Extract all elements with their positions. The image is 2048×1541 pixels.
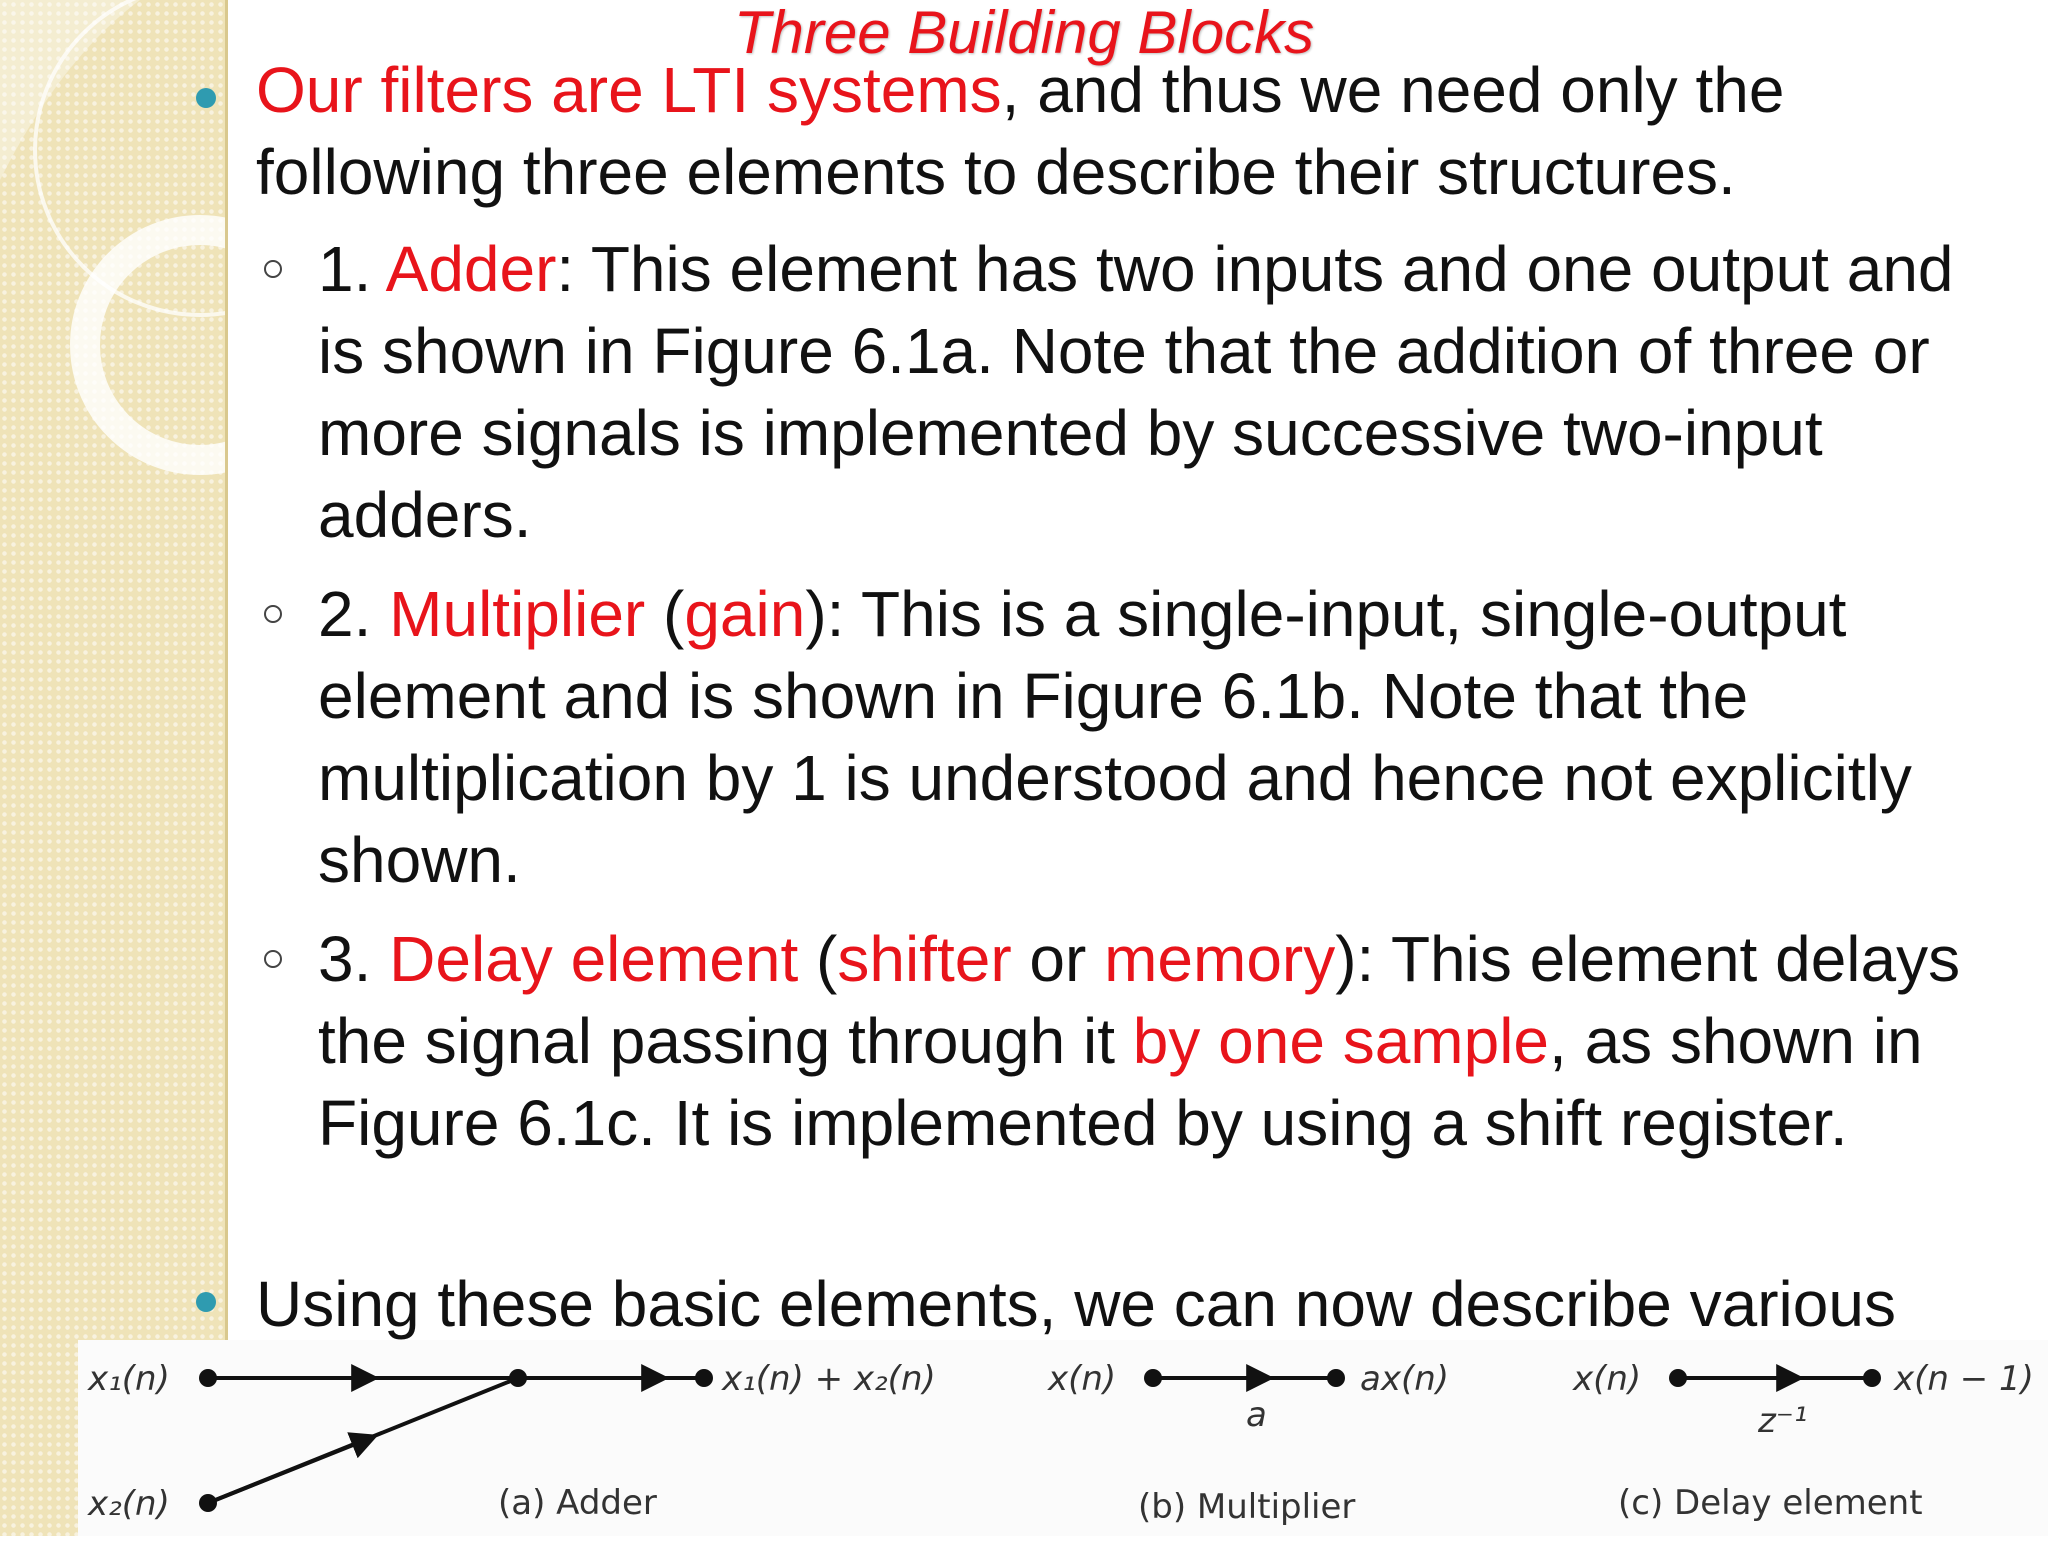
delay-output: x(n − 1) <box>1894 1359 2034 1399</box>
figure-6-1 <box>78 1340 2048 1536</box>
bullet-dot <box>196 1292 216 1312</box>
sub-bullet-circle <box>264 260 282 278</box>
adder-caption: (a) Adder <box>498 1483 657 1523</box>
item-number: 1. <box>318 233 386 305</box>
item-number: 3. <box>318 923 390 995</box>
bullet-dot <box>196 88 216 108</box>
item-multiplier <box>318 573 2038 901</box>
paren-open: ( <box>798 923 838 995</box>
sub-bullet-circle <box>264 950 282 968</box>
item-text-2: , as shown in Figure 6.1c. It is implemented by using a shift register. <box>318 1005 1923 1159</box>
intro-highlight: Our filters are LTI systems <box>256 54 1002 126</box>
term-memory: memory <box>1104 923 1336 995</box>
item-adder <box>318 228 2008 556</box>
delay-operator: z⁻¹ <box>1758 1401 1808 1441</box>
term-multiplier: Multiplier <box>389 578 646 650</box>
delay-caption: (c) Delay element <box>1618 1483 1923 1523</box>
item-text: ): This is a single-input, single-output element and is shown in Figure 6.1b. Note that the multiplication by 1 is understood and hence not explicitly shown. <box>318 578 1912 896</box>
closing-paragraph: Using these basic elements, we can now describe various <box>256 1268 1896 1340</box>
delay-input: x(n) <box>1573 1359 1642 1399</box>
slide-title: Three Building Blocks <box>733 0 1315 66</box>
term-adder: Adder <box>385 233 557 305</box>
multiplier-gain: a <box>1246 1395 1267 1435</box>
multiplier-output: ax(n) <box>1360 1359 1450 1399</box>
multiplier-caption: (b) Multiplier <box>1138 1487 1356 1527</box>
adder-input-2: x₂(n) <box>88 1484 170 1524</box>
multiplier-input: x(n) <box>1048 1359 1117 1399</box>
term-by-one-sample: by one sample <box>1132 1005 1549 1077</box>
intro-paragraph <box>256 49 1956 213</box>
term-shifter: shifter <box>837 923 1012 995</box>
adder-input-1: x₁(n) <box>88 1359 170 1399</box>
term-gain: gain <box>684 578 806 650</box>
paren-open: ( <box>645 578 685 650</box>
item-text-1: ): This element delays the signal passing through it <box>318 923 1961 1077</box>
word-or: or <box>1011 923 1105 995</box>
term-delay-element: Delay element <box>389 923 799 995</box>
adder-output: x₁(n) + x₂(n) <box>722 1359 936 1399</box>
block-diagrams <box>78 1340 2048 1536</box>
sub-bullet-circle <box>264 605 282 623</box>
decorative-rings <box>0 0 228 500</box>
item-text: : This element has two inputs and one output and is shown in Figure 6.1a. Note that the addition of three or more signals is implemented by successive two-input adders. <box>318 233 1954 551</box>
item-number: 2. <box>318 578 390 650</box>
intro-text: , and thus we need only the following three elements to describe their structures. <box>256 54 1785 208</box>
item-delay <box>318 918 2008 1164</box>
decorative-sidebar <box>0 0 228 1536</box>
sidebar-edge <box>225 0 228 1536</box>
